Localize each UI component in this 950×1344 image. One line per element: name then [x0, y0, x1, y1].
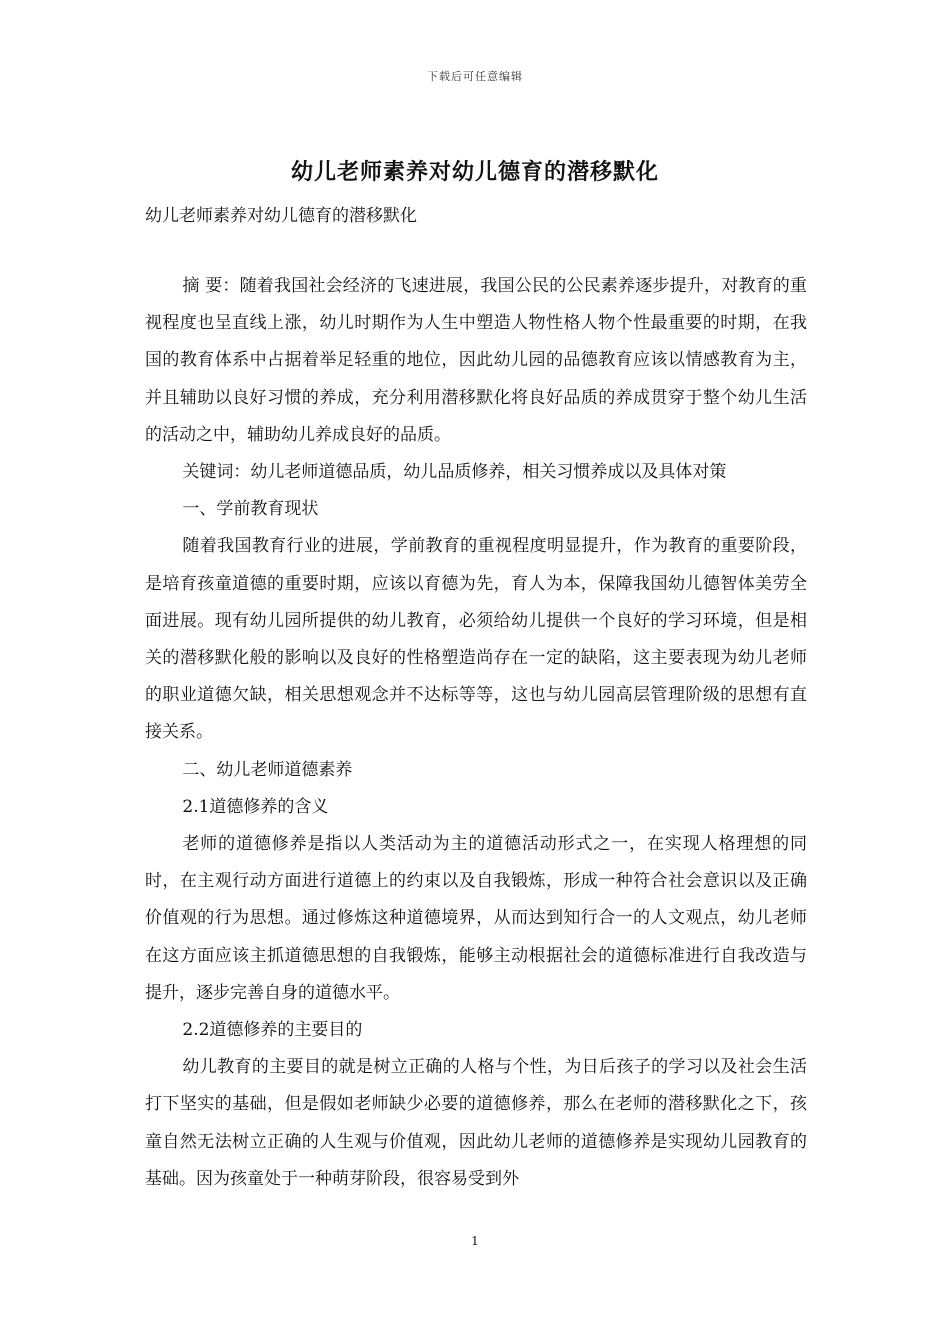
- header-note: 下载后可任意编辑: [427, 70, 523, 83]
- section-1-paragraph: 随着我国教育行业的进展，学前教育的重视程度明显提升，作为教育的重要阶段，是培育孩童道德的重要时期，应该以育德为先，育人为本，保障我国幼儿德智体美劳全面进展。现有幼儿园所提供的幼儿教育，必须给幼儿提供一个良好的学习环境，但是相关的潜移默化般的影响以及良好的性格塑造尚存在一定的缺陷，这主要表现为幼儿老师的职业道德欠缺，相关思想观念并不达标等等，这也与幼儿园高层管理阶级的思想有直接关系。: [145, 536, 807, 743]
- body-text: [145, 268, 807, 1198]
- subsection-heading-2-2: 2.2道德修养的主要目的: [182, 1020, 363, 1041]
- subsection-heading-2-1: 2.1道德修养的含义: [182, 796, 329, 817]
- section-heading-1: 一、学前教育现状: [182, 499, 319, 520]
- keywords-paragraph: 关键词：幼儿老师道德品质，幼儿品质修养，相关习惯养成以及具体对策: [182, 462, 727, 483]
- section-heading-2: 二、幼儿老师道德素养: [182, 759, 353, 780]
- sub-title: 幼儿老师素养对幼儿德育的潜移默化: [145, 206, 417, 226]
- subsection-2-2-paragraph: 幼儿教育的主要目的就是树立正确的人格与个性，为日后孩子的学习以及社会生活打下坚实的基础，但是假如老师缺少必要的道德修养，那么在老师的潜移默化之下，孩童自然无法树立正确的人生观与价值观，因此幼儿老师的道德修养是实现幼儿园教育的基础。因为孩童处于一种萌芽阶段，很容易受到外: [145, 1057, 807, 1189]
- subsection-2-1-paragraph: 老师的道德修养是指以人类活动为主的道德活动形式之一，在实现人格理想的同时，在主观行动方面进行道德上的约束以及自我锻炼，形成一种符合社会意识以及正确价值观的行为思想。通过修炼这种道德境界，从而达到知行合一的人文观点，幼儿老师在这方面应该主抓道德思想的自我锻炼，能够主动根据社会的道德标准进行自我改造与提升，逐步完善自身的道德水平。: [145, 834, 807, 1003]
- page-number: 1: [471, 1234, 479, 1248]
- page-title: 幼儿老师素养对幼儿德育的潜移默化: [290, 159, 659, 185]
- abstract-paragraph: 摘 要：随着我国社会经济的飞速进展，我国公民的公民素养逐步提升，对教育的重视程度也呈直线上涨，幼儿时期作为人生中塑造人物性格人物个性最重要的时期，在我国的教育体系中占据着举足轻重的地位，因此幼儿园的品德教育应该以情感教育为主，并且辅助以良好习惯的养成，充分利用潜移默化将良好品质的养成贯穿于整个幼儿生活的活动之中，辅助幼儿养成良好的品质。: [145, 276, 807, 445]
